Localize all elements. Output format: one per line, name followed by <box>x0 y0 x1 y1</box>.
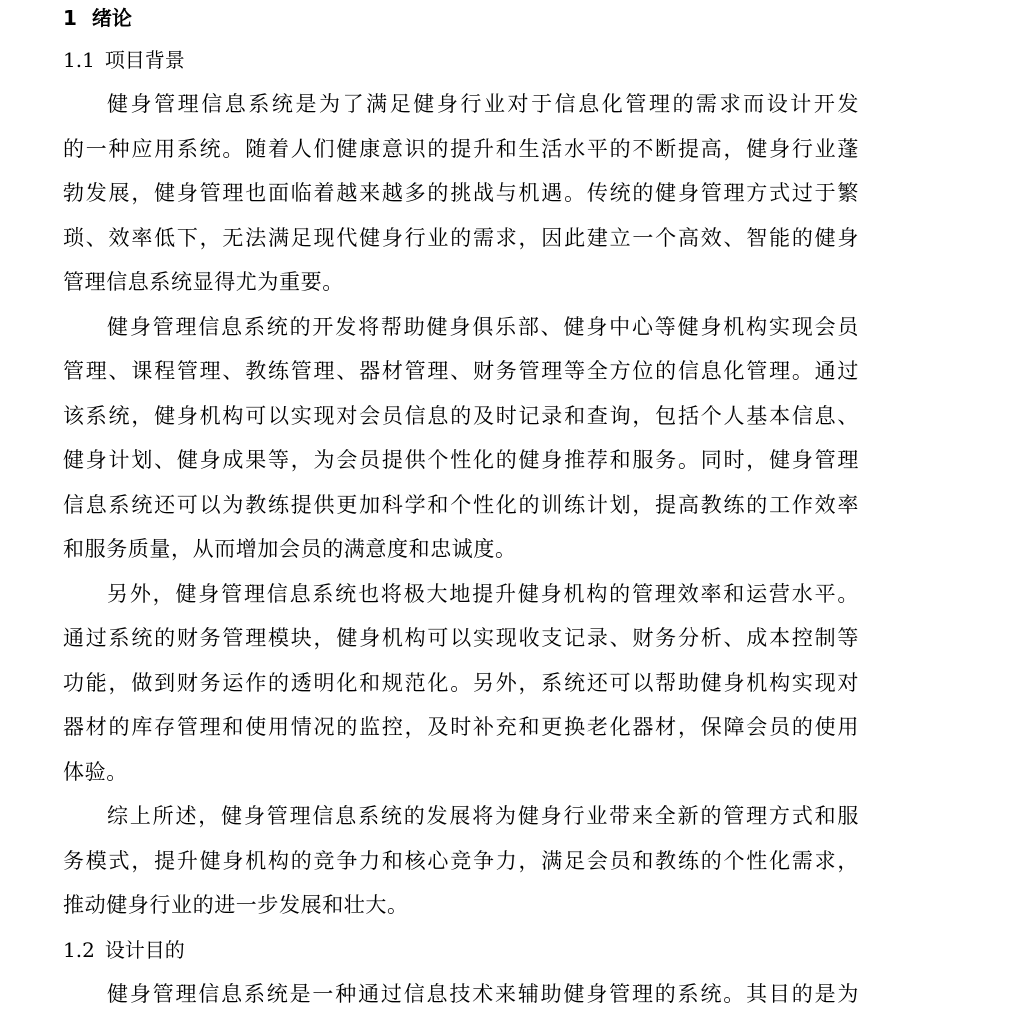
section-heading-1-1 <box>63 38 863 82</box>
paragraph-line: 健身管理信息系统是一种通过信息技术来辅助健身管理的系统。其目的是为 <box>63 972 859 1016</box>
paragraph-line: 综上所述，健身管理信息系统的发展将为健身行业带来全新的管理方式和服 <box>63 794 859 839</box>
paragraph-line: 器材的库存管理和使用情况的监控，及时补充和更换老化器材，保障会员的使用 <box>63 705 859 750</box>
paragraph-line: 通过系统的财务管理模块，健身机构可以实现收支记录、财务分析、成本控制等 <box>63 616 859 661</box>
paragraph-line: 勃发展，健身管理也面临着越来越多的挑战与机遇。传统的健身管理方式过于繁 <box>63 171 859 216</box>
paragraph-line: 功能，做到财务运作的透明化和规范化。另外，系统还可以帮助健身机构实现对 <box>63 661 859 706</box>
document-page <box>63 0 863 1016</box>
chapter-heading <box>63 0 863 38</box>
paragraph-line: 的一种应用系统。随着人们健康意识的提升和生活水平的不断提高，健身行业蓬 <box>63 127 859 172</box>
paragraph-line: 务模式，提升健身机构的竞争力和核心竞争力，满足会员和教练的个性化需求， <box>63 839 859 884</box>
section-number: 1.1 <box>63 48 95 72</box>
paragraph-line: 另外，健身管理信息系统也将极大地提升健身机构的管理效率和运营水平。 <box>63 572 859 617</box>
paragraph-line: 体验。 <box>63 750 859 795</box>
paragraph-line: 该系统，健身机构可以实现对会员信息的及时记录和查询，包括个人基本信息、 <box>63 394 859 439</box>
paragraph-line: 信息系统还可以为教练提供更加科学和个性化的训练计划，提高教练的工作效率 <box>63 483 859 528</box>
paragraph-line: 管理、课程管理、教练管理、器材管理、财务管理等全方位的信息化管理。通过 <box>63 349 859 394</box>
section-title: 设计目的 <box>105 938 185 962</box>
paragraph-background-intro <box>63 82 859 305</box>
paragraph-line: 健身管理信息系统是为了满足健身行业对于信息化管理的需求而设计开发 <box>63 82 859 127</box>
paragraph-line: 健身管理信息系统的开发将帮助健身俱乐部、健身中心等健身机构实现会员 <box>63 305 859 350</box>
paragraph-management-efficiency <box>63 572 859 795</box>
paragraph-line: 琐、效率低下，无法满足现代健身行业的需求，因此建立一个高效、智能的健身 <box>63 216 859 261</box>
paragraph-line: 和服务质量，从而增加会员的满意度和忠诚度。 <box>63 527 859 572</box>
section-heading-1-2 <box>63 928 863 972</box>
section-number: 1.2 <box>63 938 95 962</box>
paragraph-summary <box>63 794 859 928</box>
section-title: 项目背景 <box>105 48 185 72</box>
paragraph-line: 推动健身行业的进一步发展和壮大。 <box>63 883 859 928</box>
chapter-title: 绪论 <box>92 6 132 30</box>
paragraph-line: 管理信息系统显得尤为重要。 <box>63 260 859 305</box>
paragraph-system-functions <box>63 305 859 572</box>
chapter-number: 1 <box>63 6 77 30</box>
paragraph-design-purpose <box>63 972 859 1016</box>
paragraph-line: 健身计划、健身成果等，为会员提供个性化的健身推荐和服务。同时，健身管理 <box>63 438 859 483</box>
